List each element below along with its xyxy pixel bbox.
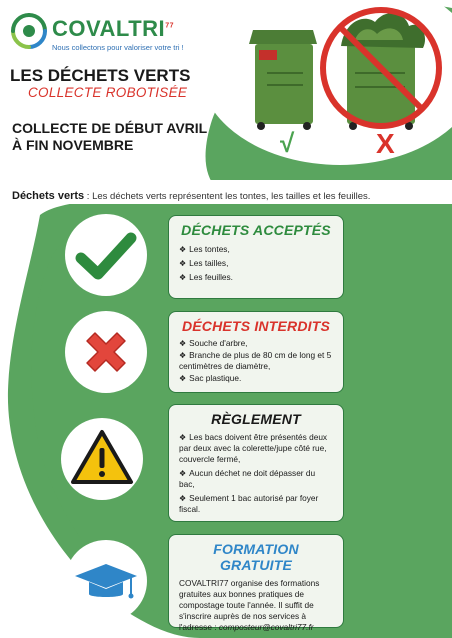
- list-item: ❖ Souche d'arbre,: [179, 338, 248, 348]
- rules-icon-circle: [61, 418, 143, 500]
- training-text: COVALTRI77 organise des formations gratuites aux bonnes pratiques de compostage toute l'année. Il suffit de s'inscrire auprès de nos services à l'adresse : composteur@covaltri77.fr: [179, 578, 320, 632]
- recycle-swirl-icon: [10, 12, 48, 50]
- page-title: LES DÉCHETS VERTS: [10, 66, 191, 85]
- list-item: ❖ Les tontes,: [179, 244, 230, 254]
- intro-text: Déchets verts : Les déchets verts représentent les tontes, les tailles et les feuilles.: [12, 190, 371, 202]
- forbidden-title: DÉCHETS INTERDITS: [181, 318, 331, 334]
- graduation-cap-icon: [65, 540, 147, 622]
- contact-email[interactable]: composteur@covaltri77.fr: [218, 622, 314, 632]
- accepted-icon-circle: [65, 214, 147, 296]
- list-item: ❖ Les bacs doivent être présentés deux par deux avec la colerette/jupe côté rue, couvercle fermé,: [179, 432, 328, 464]
- check-mark: √: [280, 128, 295, 158]
- list-item: ❖ Aucun déchet ne doit dépasser du bac,: [179, 468, 316, 489]
- covaltri-logo: [8, 10, 208, 60]
- green-bin-icon: [249, 30, 317, 130]
- accepted-title: DÉCHETS ACCEPTÉS: [181, 222, 331, 238]
- training-icon-circle: [65, 540, 147, 622]
- training-title: FORMATION GRATUITE: [213, 541, 299, 573]
- forbidden-waste-card: [168, 311, 344, 393]
- list-item: ❖ Les feuilles.: [179, 272, 233, 282]
- rules-list: [179, 432, 333, 515]
- list-item: ❖ Sac plastique.: [179, 373, 242, 383]
- rules-title: RÈGLEMENT: [211, 411, 301, 427]
- list-item: ❖ Les tailles,: [179, 258, 229, 268]
- collection-period: COLLECTE DE DÉBUT AVRIL À FIN NOVEMBRE: [12, 120, 208, 153]
- accepted-list: [179, 244, 333, 283]
- list-item: ❖ Seulement 1 bac autorisé par foyer fiscal.: [179, 493, 319, 514]
- rules-card: [168, 404, 344, 522]
- list-item: ❖ Branche de plus de 80 cm de long et 5 centimètres de diamètre,: [179, 350, 332, 371]
- bins-photo: [205, 0, 452, 170]
- forbidden-list: [179, 338, 333, 384]
- page-subtitle: COLLECTE ROBOTISÉE: [28, 85, 188, 100]
- check-icon: [65, 214, 147, 296]
- accepted-waste-card: [168, 215, 344, 299]
- cross-mark: X: [376, 128, 395, 159]
- forbidden-icon-circle: [65, 311, 147, 393]
- cross-icon: [65, 311, 147, 393]
- logo-name: COVALTRI$^{77}$: [52, 16, 174, 41]
- warning-icon: [61, 418, 143, 500]
- training-card: [168, 534, 344, 632]
- logo-tagline: Nous collectons pour valoriser votre tri !: [52, 43, 184, 52]
